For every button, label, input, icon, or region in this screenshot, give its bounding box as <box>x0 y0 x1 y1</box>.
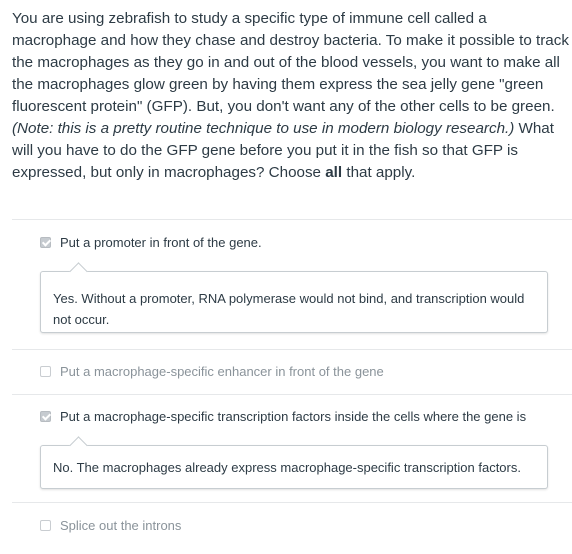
divider <box>12 394 572 395</box>
question-emphasis: all <box>325 164 343 181</box>
question-part-3: that apply. <box>342 164 416 181</box>
question-part-2: What will you have to do the GFP gene before you put it in the fish so that GFP is expressed, but only in macrophages? Choose <box>12 120 554 181</box>
divider <box>12 349 572 350</box>
answer-option-1[interactable] <box>40 235 262 250</box>
answer-label: Put a macrophage-specific transcription factors inside the cells where the gene is <box>60 409 527 424</box>
checkbox-icon[interactable] <box>40 520 51 531</box>
answer-label: Splice out the introns <box>60 518 182 533</box>
divider <box>12 219 572 220</box>
answer-label: Put a promoter in front of the gene. <box>60 235 262 250</box>
answer-label: Put a macrophage-specific enhancer in front of the gene <box>60 364 384 379</box>
checkbox-icon[interactable] <box>40 366 51 377</box>
checkbox-icon[interactable] <box>40 411 51 422</box>
answer-option-4[interactable] <box>40 518 181 533</box>
answer-feedback-3 <box>40 445 548 489</box>
question-text <box>12 8 572 184</box>
feedback-text: Yes. Without a promoter, RNA polymerase would not bind, and transcription would not occur. <box>53 291 525 327</box>
question-part-1: You are using zebrafish to study a specific type of immune cell called a macrophage and how they chase and destroy bacteria. To make it possible to track the macrophages as they go in and out of the blood vessels, you want to make all the macrophages glow green by having them express the sea jelly gene "green fluorescent protein" (GFP). But, you don't want any of the other cells to be green. <box>12 10 569 115</box>
divider <box>12 502 572 503</box>
answer-option-2[interactable] <box>40 364 384 379</box>
question-note: (Note: this is a pretty routine technique to use in modern biology research.) <box>12 120 515 137</box>
feedback-text: No. The macrophages already express macrophage-specific transcription factors. <box>53 460 521 475</box>
checkbox-icon[interactable] <box>40 237 51 248</box>
answer-feedback-1 <box>40 271 548 333</box>
answer-option-3[interactable] <box>40 409 526 424</box>
